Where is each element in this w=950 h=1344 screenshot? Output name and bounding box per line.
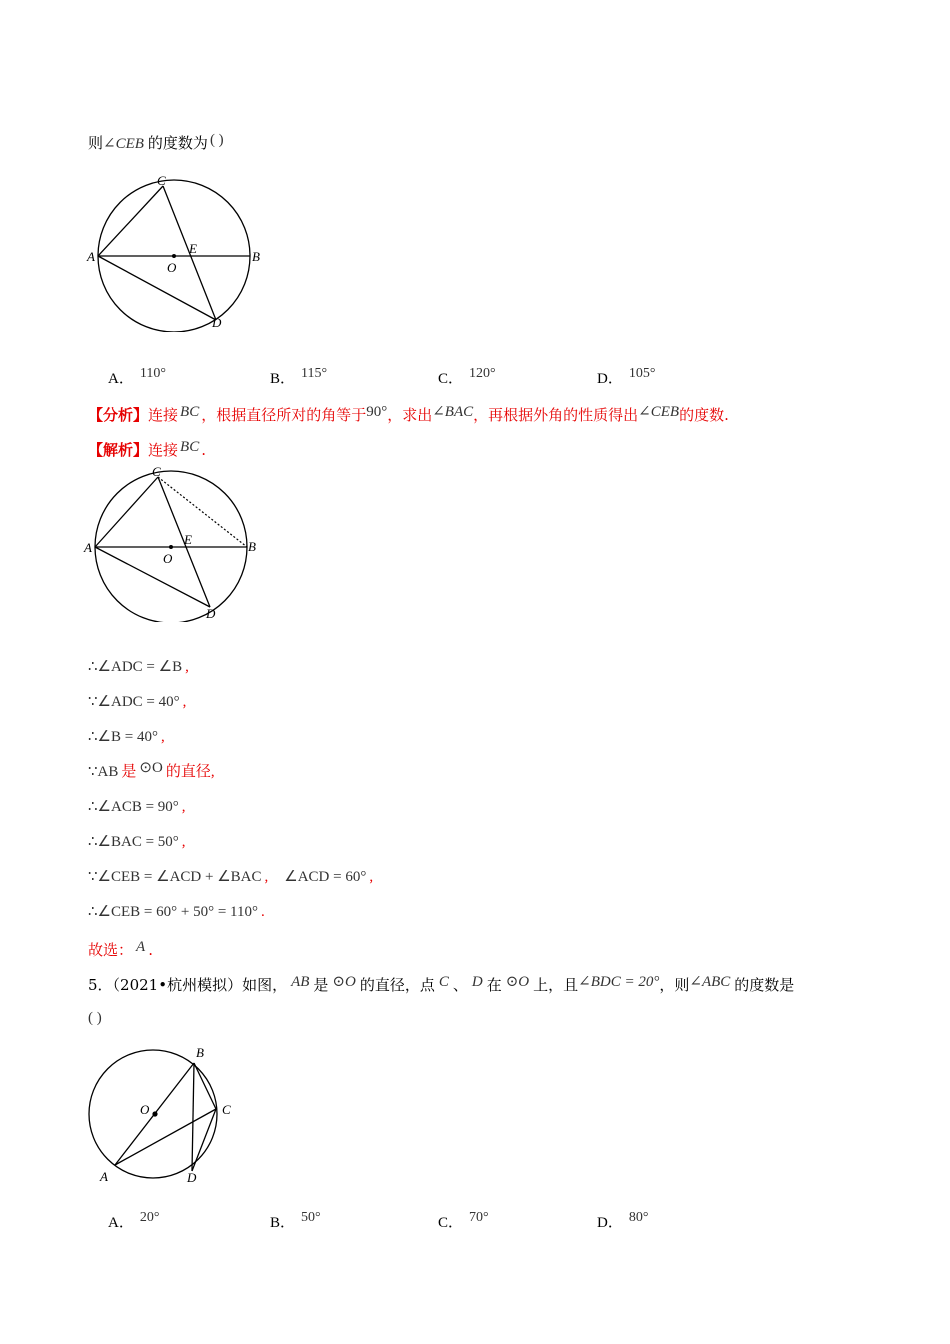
chord-ac <box>98 186 163 256</box>
label-b: B <box>248 539 256 554</box>
q4-option-d: D． 105° <box>597 366 656 387</box>
chord-bc <box>194 1063 216 1109</box>
label-o: O <box>163 551 173 566</box>
label-d: D <box>187 1170 197 1185</box>
step-7: ∵∠CEB = ∠ACD + ∠BAC , ∠ACD = 60° , <box>88 869 374 885</box>
label-c: C <box>222 1102 231 1117</box>
label-o: O <box>167 260 177 275</box>
q4-option-c: C． 120° <box>438 366 496 387</box>
figure-1 <box>85 172 275 332</box>
step-2: ∵∠ADC = 40° , <box>88 694 187 710</box>
label-e: E <box>184 532 192 547</box>
step-5: ∴∠ACB = 90° , <box>88 799 186 815</box>
chord-ad <box>95 547 210 607</box>
chord-ad <box>98 256 216 320</box>
label-c: C <box>152 464 161 479</box>
label-d: D <box>206 606 216 621</box>
q4-stem: 则∠CEB 的度数为 ( ) <box>88 132 224 152</box>
q5-bracket: ( ) <box>88 1010 102 1026</box>
step-3: ∴∠B = 40° , <box>88 729 165 745</box>
center-dot <box>152 1111 157 1116</box>
label-d: D <box>212 315 222 330</box>
q4-analysis: 【分析】连接 BC ，根据直径所对的角等于90°，求出∠BAC，再根据外角的性质得出∠CEB的度数. <box>88 404 729 424</box>
q4-solution: 【解析】连接 BC . <box>88 439 206 459</box>
q5-option-a: A． 20° <box>108 1210 160 1231</box>
center-dot <box>172 254 176 258</box>
center-dot <box>169 545 173 549</box>
q5-stem: 5．（2021•杭州模拟）如图， AB 是 ⊙O 的直径，点 C 、 D 在 ⊙O 上，且∠BDC = 20°，则∠ABC 的度数是 <box>88 974 795 994</box>
label-b: B <box>196 1045 204 1060</box>
q5-option-b: B． 50° <box>270 1210 321 1231</box>
q4-answer: 故选： A . <box>88 939 153 959</box>
chord-bd <box>192 1063 194 1171</box>
step-6: ∴∠BAC = 50° , <box>88 834 186 850</box>
step-8: ∴∠CEB = 60° + 50° = 110° . <box>88 904 265 920</box>
chord-cd <box>192 1109 216 1171</box>
label-o: O <box>140 1102 150 1117</box>
step-1: ∴∠ADC = ∠B , <box>88 659 189 675</box>
q4-option-a: A． 110° <box>108 366 166 387</box>
q4-option-b: B． 115° <box>270 366 328 387</box>
label-a: A <box>84 540 92 555</box>
figure-2 <box>80 462 270 622</box>
label-a: A <box>87 249 95 264</box>
q5-option-d: D． 80° <box>597 1210 649 1231</box>
figure-3 <box>85 1040 245 1185</box>
step-4: ∵AB 是 ⊙O 的直径, <box>88 760 215 780</box>
label-b: B <box>252 249 260 264</box>
chord-ac <box>95 477 158 547</box>
q5-option-c: C． 70° <box>438 1210 489 1231</box>
label-a: A <box>100 1169 108 1184</box>
label-e: E <box>189 241 197 256</box>
label-c: C <box>157 173 166 188</box>
